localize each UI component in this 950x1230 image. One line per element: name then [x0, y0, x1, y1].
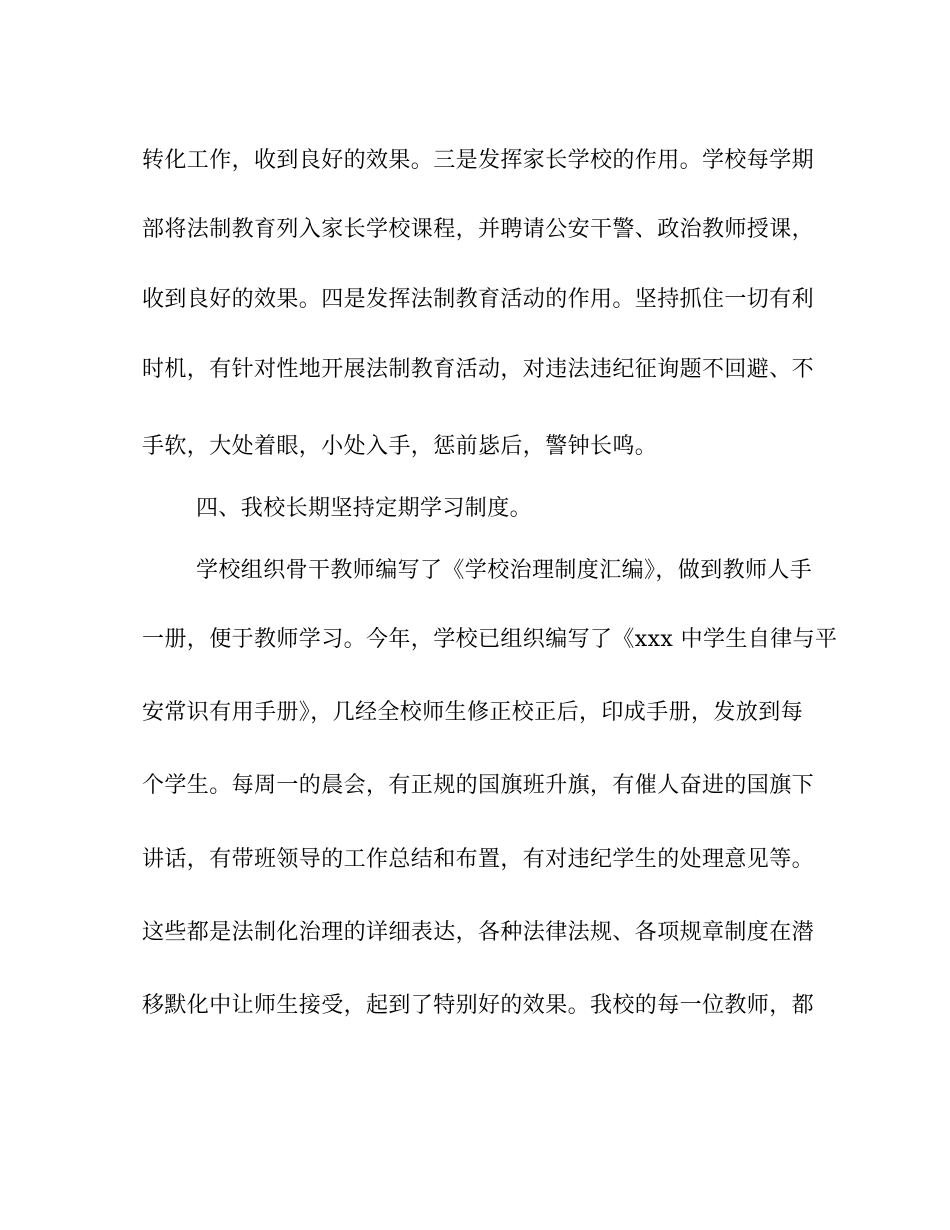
text-line: 转化工作，收到良好的效果。三是发挥家长学校的作用。学校每学期: [142, 148, 815, 173]
text-line: 部将法制教育列入家长学校课程，并聘请公安干警、政治教师授课，: [142, 217, 815, 242]
text-line: 收到良好的效果。四是发挥法制教育活动的作用。坚持抓住一切有利: [142, 287, 815, 312]
text-line: 讲话，有带班领导的工作总结和布置，有对违纪学生的处理意见等。: [142, 847, 815, 872]
text-line: 手软，大处着眼，小处入手，惩前毖后，警钟长鸣。: [142, 434, 658, 459]
paragraph-first-line: 学校组织骨干教师编写了《学校治理制度汇编》，做到教师人手: [196, 558, 813, 583]
text-line: 一册，便于教师学习。今年，学校已组织编写了《xxx 中学生自律与平: [142, 627, 838, 652]
text-line: 移默化中让师生接受，起到了特别好的效果。我校的每一位教师，都: [142, 993, 815, 1018]
section-heading: 四、我校长期坚持定期学习制度。: [196, 496, 533, 521]
text-line: 个学生。每周一的晨会，有正规的国旗班升旗，有催人奋进的国旗下: [142, 773, 815, 798]
text-line: 安常识有用手册》，几经全校师生修正校正后，印成手册，发放到每: [142, 700, 804, 725]
text-line: 这些都是法制化治理的详细表达，各种法律法规、各项规章制度在潜: [142, 920, 815, 945]
text-line: 时机，有针对性地开展法制教育活动，对违法违纪征询题不回避、不: [142, 357, 815, 382]
